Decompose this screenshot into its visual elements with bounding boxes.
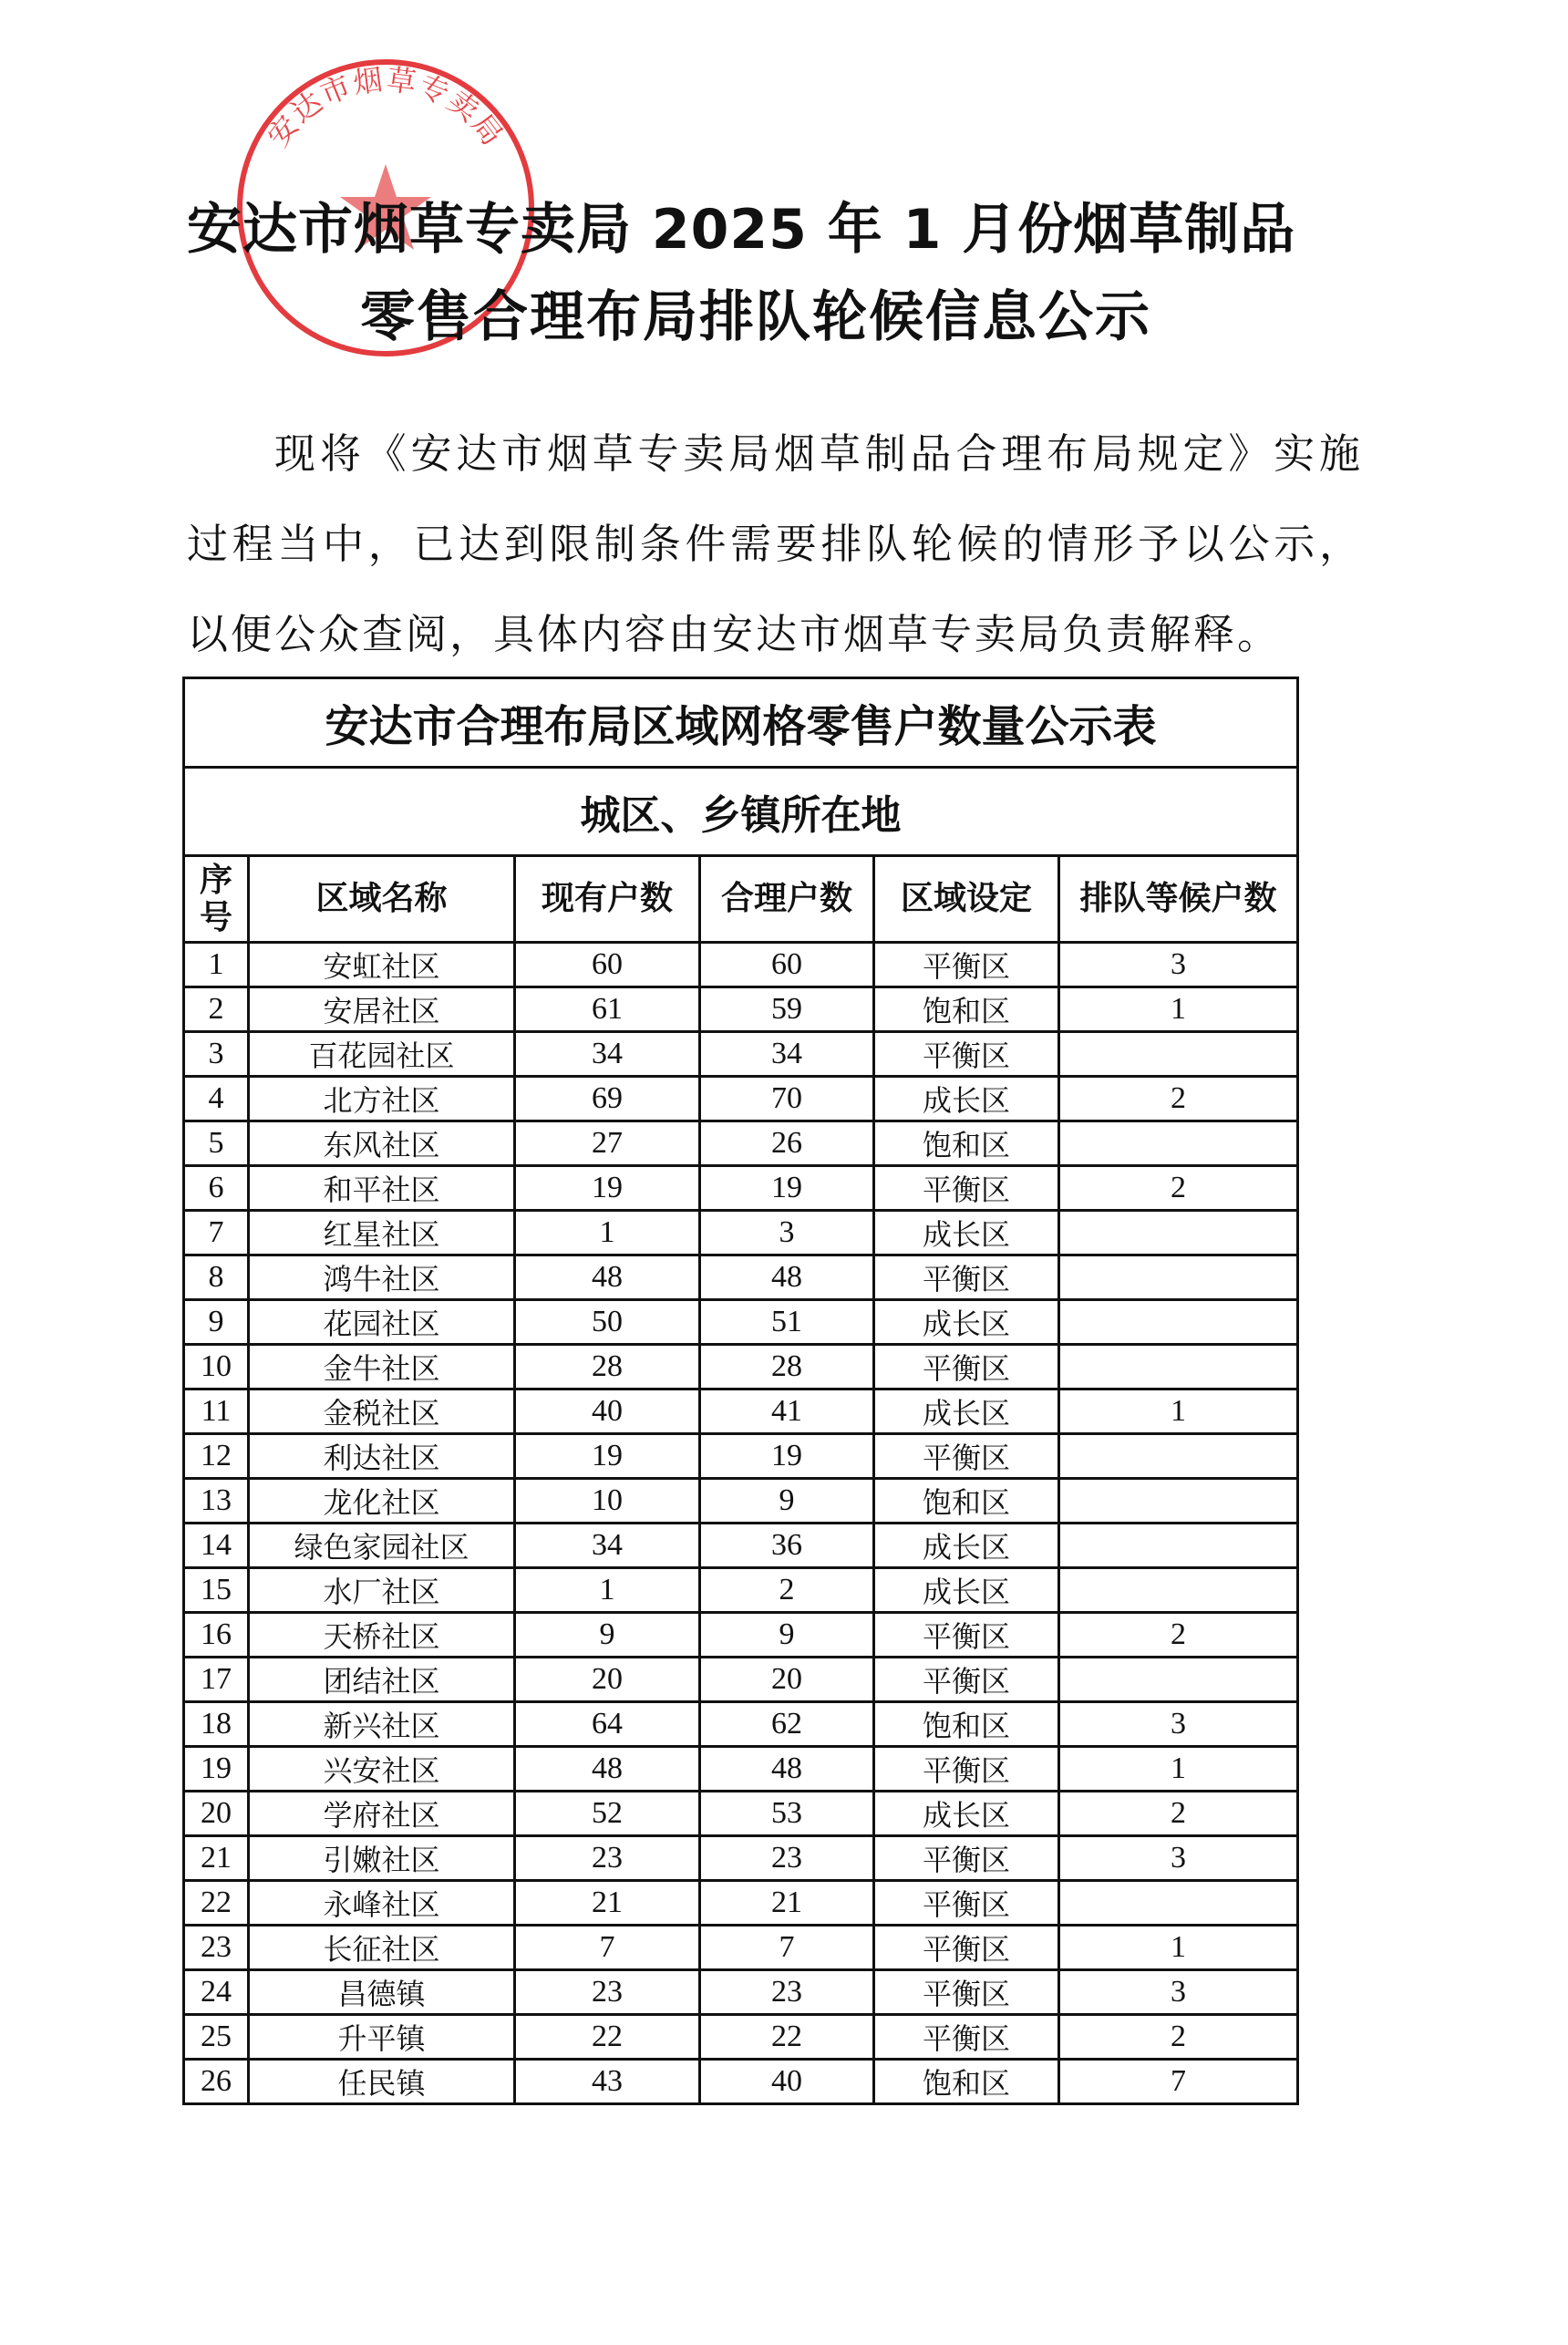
table-row xyxy=(184,1568,1298,1613)
cell-reasonable-count: 20 xyxy=(700,1658,874,1702)
cell-reasonable-count: 70 xyxy=(700,1077,874,1121)
header-area-type: 区域设定 xyxy=(874,856,1059,943)
table-row xyxy=(184,1792,1298,1836)
cell-current-count: 22 xyxy=(515,2015,700,2060)
table-caption: 安达市合理布局区域网格零售户数量公示表 xyxy=(184,678,1298,768)
cell-queue-count: 2 xyxy=(1059,1166,1298,1211)
cell-current-count: 7 xyxy=(515,1926,700,1970)
cell-area-type: 平衡区 xyxy=(874,1747,1059,1792)
cell-queue-count: 1 xyxy=(1059,1389,1298,1434)
table-row xyxy=(184,1434,1298,1479)
cell-current-count: 28 xyxy=(515,1345,700,1389)
cell-area-type: 饱和区 xyxy=(874,1702,1059,1747)
cell-area-name: 红星社区 xyxy=(249,1211,515,1255)
cell-queue-count: 2 xyxy=(1059,1077,1298,1121)
cell-index: 18 xyxy=(184,1702,249,1747)
cell-current-count: 50 xyxy=(515,1300,700,1345)
cell-area-name: 安居社区 xyxy=(249,987,515,1032)
cell-queue-count xyxy=(1059,1524,1298,1568)
cell-current-count: 9 xyxy=(515,1613,700,1658)
table-row xyxy=(184,1524,1298,1568)
cell-reasonable-count: 19 xyxy=(700,1434,874,1479)
cell-current-count: 23 xyxy=(515,1970,700,2015)
cell-area-type: 成长区 xyxy=(874,1077,1059,1121)
cell-queue-count xyxy=(1059,1658,1298,1702)
cell-area-type: 平衡区 xyxy=(874,1658,1059,1702)
document-title-line-2: 零售合理布局排队轮候信息公示 xyxy=(360,285,1151,349)
header-reasonable-count: 合理户数 xyxy=(700,856,874,943)
cell-area-name: 昌德镇 xyxy=(249,1970,515,2015)
cell-area-name: 利达社区 xyxy=(249,1434,515,1479)
cell-area-name: 升平镇 xyxy=(249,2015,515,2060)
cell-reasonable-count: 9 xyxy=(700,1479,874,1524)
cell-reasonable-count: 21 xyxy=(700,1881,874,1926)
cell-index: 17 xyxy=(184,1658,249,1702)
cell-index: 19 xyxy=(184,1747,249,1792)
cell-reasonable-count: 59 xyxy=(700,987,874,1032)
cell-current-count: 1 xyxy=(515,1568,700,1613)
cell-queue-count: 2 xyxy=(1059,1792,1298,1836)
cell-index: 5 xyxy=(184,1121,249,1166)
cell-index: 11 xyxy=(184,1389,249,1434)
cell-index: 8 xyxy=(184,1255,249,1300)
cell-queue-count xyxy=(1059,1479,1298,1524)
cell-area-type: 成长区 xyxy=(874,1389,1059,1434)
cell-area-type: 平衡区 xyxy=(874,1166,1059,1211)
table-row xyxy=(184,1300,1298,1345)
cell-area-name: 天桥社区 xyxy=(249,1613,515,1658)
cell-reasonable-count: 19 xyxy=(700,1166,874,1211)
cell-queue-count: 2 xyxy=(1059,2015,1298,2060)
cell-area-name: 长征社区 xyxy=(249,1926,515,1970)
cell-current-count: 48 xyxy=(515,1747,700,1792)
cell-index: 13 xyxy=(184,1479,249,1524)
cell-index: 7 xyxy=(184,1211,249,1255)
cell-reasonable-count: 23 xyxy=(700,1836,874,1881)
cell-area-name: 新兴社区 xyxy=(249,1702,515,1747)
cell-index: 26 xyxy=(184,2060,249,2104)
cell-area-type: 平衡区 xyxy=(874,1836,1059,1881)
cell-current-count: 20 xyxy=(515,1658,700,1702)
cell-index: 25 xyxy=(184,2015,249,2060)
cell-area-type: 成长区 xyxy=(874,1300,1059,1345)
table-row xyxy=(184,1658,1298,1702)
cell-current-count: 61 xyxy=(515,987,700,1032)
cell-current-count: 69 xyxy=(515,1077,700,1121)
cell-current-count: 34 xyxy=(515,1032,700,1077)
cell-index: 1 xyxy=(184,943,249,987)
cell-area-type: 平衡区 xyxy=(874,1345,1059,1389)
cell-queue-count: 3 xyxy=(1059,1836,1298,1881)
cell-area-name: 北方社区 xyxy=(249,1077,515,1121)
table-row xyxy=(184,1345,1298,1389)
cell-area-name: 永峰社区 xyxy=(249,1881,515,1926)
table-row xyxy=(184,943,1298,987)
table-row xyxy=(184,987,1298,1032)
cell-current-count: 60 xyxy=(515,943,700,987)
cell-area-name: 花园社区 xyxy=(249,1300,515,1345)
table-row xyxy=(184,1166,1298,1211)
cell-current-count: 34 xyxy=(515,1524,700,1568)
cell-index: 20 xyxy=(184,1792,249,1836)
cell-current-count: 19 xyxy=(515,1166,700,1211)
table-row xyxy=(184,1389,1298,1434)
table-section-heading: 城区、乡镇所在地 xyxy=(184,768,1298,856)
cell-current-count: 52 xyxy=(515,1792,700,1836)
table-row xyxy=(184,1881,1298,1926)
cell-reasonable-count: 41 xyxy=(700,1389,874,1434)
cell-queue-count xyxy=(1059,1434,1298,1479)
cell-queue-count xyxy=(1059,1032,1298,1077)
cell-area-type: 饱和区 xyxy=(874,2060,1059,2104)
cell-area-name: 引嫩社区 xyxy=(249,1836,515,1881)
cell-area-name: 团结社区 xyxy=(249,1658,515,1702)
cell-queue-count xyxy=(1059,1568,1298,1613)
cell-area-type: 平衡区 xyxy=(874,1926,1059,1970)
cell-queue-count: 1 xyxy=(1059,1747,1298,1792)
table-row xyxy=(184,1211,1298,1255)
seal-lettering: 安达市烟草专卖局 xyxy=(260,61,511,153)
cell-index: 24 xyxy=(184,1970,249,2015)
cell-current-count: 27 xyxy=(515,1121,700,1166)
cell-index: 14 xyxy=(184,1524,249,1568)
table-row xyxy=(184,1121,1298,1166)
cell-area-type: 饱和区 xyxy=(874,1479,1059,1524)
cell-current-count: 19 xyxy=(515,1434,700,1479)
cell-queue-count xyxy=(1059,1300,1298,1345)
cell-reasonable-count: 34 xyxy=(700,1032,874,1077)
cell-current-count: 10 xyxy=(515,1479,700,1524)
table-row xyxy=(184,2015,1298,2060)
cell-queue-count: 3 xyxy=(1059,943,1298,987)
cell-area-type: 平衡区 xyxy=(874,1881,1059,1926)
cell-index: 6 xyxy=(184,1166,249,1211)
table-row xyxy=(184,1613,1298,1658)
cell-area-name: 兴安社区 xyxy=(249,1747,515,1792)
cell-queue-count: 7 xyxy=(1059,2060,1298,2104)
cell-reasonable-count: 9 xyxy=(700,1613,874,1658)
cell-reasonable-count: 36 xyxy=(700,1524,874,1568)
cell-area-type: 平衡区 xyxy=(874,1970,1059,2015)
cell-current-count: 43 xyxy=(515,2060,700,2104)
cell-queue-count: 2 xyxy=(1059,1613,1298,1658)
header-queue-count: 排队等候户数 xyxy=(1059,856,1298,943)
cell-reasonable-count: 7 xyxy=(700,1926,874,1970)
cell-index: 3 xyxy=(184,1032,249,1077)
cell-queue-count: 3 xyxy=(1059,1970,1298,2015)
table-row xyxy=(184,2060,1298,2104)
cell-current-count: 1 xyxy=(515,1211,700,1255)
cell-queue-count xyxy=(1059,1345,1298,1389)
table-row xyxy=(184,1926,1298,1970)
cell-reasonable-count: 23 xyxy=(700,1970,874,2015)
table-row xyxy=(184,1747,1298,1792)
cell-index: 4 xyxy=(184,1077,249,1121)
cell-index: 12 xyxy=(184,1434,249,1479)
cell-index: 10 xyxy=(184,1345,249,1389)
cell-current-count: 40 xyxy=(515,1389,700,1434)
cell-area-type: 平衡区 xyxy=(874,943,1059,987)
cell-index: 23 xyxy=(184,1926,249,1970)
cell-index: 16 xyxy=(184,1613,249,1658)
cell-area-name: 学府社区 xyxy=(249,1792,515,1836)
cell-reasonable-count: 22 xyxy=(700,2015,874,2060)
cell-area-type: 平衡区 xyxy=(874,1613,1059,1658)
cell-reasonable-count: 26 xyxy=(700,1121,874,1166)
cell-index: 22 xyxy=(184,1881,249,1926)
cell-queue-count xyxy=(1059,1121,1298,1166)
cell-queue-count xyxy=(1059,1211,1298,1255)
cell-area-type: 成长区 xyxy=(874,1524,1059,1568)
header-area-name: 区域名称 xyxy=(249,856,515,943)
cell-area-name: 金税社区 xyxy=(249,1389,515,1434)
cell-reasonable-count: 62 xyxy=(700,1702,874,1747)
table-row xyxy=(184,1032,1298,1077)
cell-area-name: 百花园社区 xyxy=(249,1032,515,1077)
cell-area-name: 任民镇 xyxy=(249,2060,515,2104)
intro-paragraph: 现将《安达市烟草专卖局烟草制品合理布局规定》实施过程当中，已达到限制条件需要排队轮候的情形予以公示，以便公众查阅，具体内容由安达市烟草专卖局负责解释。 xyxy=(187,429,1363,658)
cell-area-type: 成长区 xyxy=(874,1211,1059,1255)
cell-queue-count: 1 xyxy=(1059,1926,1298,1970)
cell-area-type: 平衡区 xyxy=(874,2015,1059,2060)
cell-area-name: 和平社区 xyxy=(249,1166,515,1211)
cell-index: 15 xyxy=(184,1568,249,1613)
cell-reasonable-count: 2 xyxy=(700,1568,874,1613)
cell-queue-count: 3 xyxy=(1059,1702,1298,1747)
cell-current-count: 21 xyxy=(515,1881,700,1926)
cell-current-count: 23 xyxy=(515,1836,700,1881)
cell-area-name: 鸿牛社区 xyxy=(249,1255,515,1300)
table-row xyxy=(184,1479,1298,1524)
cell-area-name: 绿色家园社区 xyxy=(249,1524,515,1568)
table-row xyxy=(184,1970,1298,2015)
cell-reasonable-count: 51 xyxy=(700,1300,874,1345)
cell-area-type: 平衡区 xyxy=(874,1255,1059,1300)
cell-area-type: 饱和区 xyxy=(874,1121,1059,1166)
table-row xyxy=(184,1255,1298,1300)
cell-queue-count xyxy=(1059,1255,1298,1300)
document-title-line-1: 安达市烟草专卖局 2025 年 1 月份烟草制品 xyxy=(187,198,1296,262)
cell-reasonable-count: 28 xyxy=(700,1345,874,1389)
cell-area-type: 平衡区 xyxy=(874,1032,1059,1077)
table-header-row xyxy=(184,856,1298,943)
retailer-quota-table xyxy=(182,677,1299,2105)
cell-area-name: 东风社区 xyxy=(249,1121,515,1166)
cell-current-count: 48 xyxy=(515,1255,700,1300)
table-row xyxy=(184,1702,1298,1747)
svg-text:安达市烟草专卖局 xyxy=(261,62,511,153)
cell-index: 9 xyxy=(184,1300,249,1345)
cell-reasonable-count: 48 xyxy=(700,1255,874,1300)
cell-index: 21 xyxy=(184,1836,249,1881)
cell-area-name: 龙化社区 xyxy=(249,1479,515,1524)
cell-area-name: 水厂社区 xyxy=(249,1568,515,1613)
cell-reasonable-count: 48 xyxy=(700,1747,874,1792)
cell-queue-count: 1 xyxy=(1059,987,1298,1032)
header-current-count: 现有户数 xyxy=(515,856,700,943)
cell-area-type: 饱和区 xyxy=(874,987,1059,1032)
cell-area-type: 成长区 xyxy=(874,1568,1059,1613)
cell-area-name: 安虹社区 xyxy=(249,943,515,987)
header-index: 序号 xyxy=(184,856,249,943)
cell-reasonable-count: 3 xyxy=(700,1211,874,1255)
cell-area-type: 成长区 xyxy=(874,1792,1059,1836)
cell-queue-count xyxy=(1059,1881,1298,1926)
cell-index: 2 xyxy=(184,987,249,1032)
cell-reasonable-count: 40 xyxy=(700,2060,874,2104)
cell-area-name: 金牛社区 xyxy=(249,1345,515,1389)
cell-reasonable-count: 53 xyxy=(700,1792,874,1836)
cell-reasonable-count: 60 xyxy=(700,943,874,987)
table-row xyxy=(184,1077,1298,1121)
cell-area-type: 平衡区 xyxy=(874,1434,1059,1479)
table-row xyxy=(184,1836,1298,1881)
cell-current-count: 64 xyxy=(515,1702,700,1747)
